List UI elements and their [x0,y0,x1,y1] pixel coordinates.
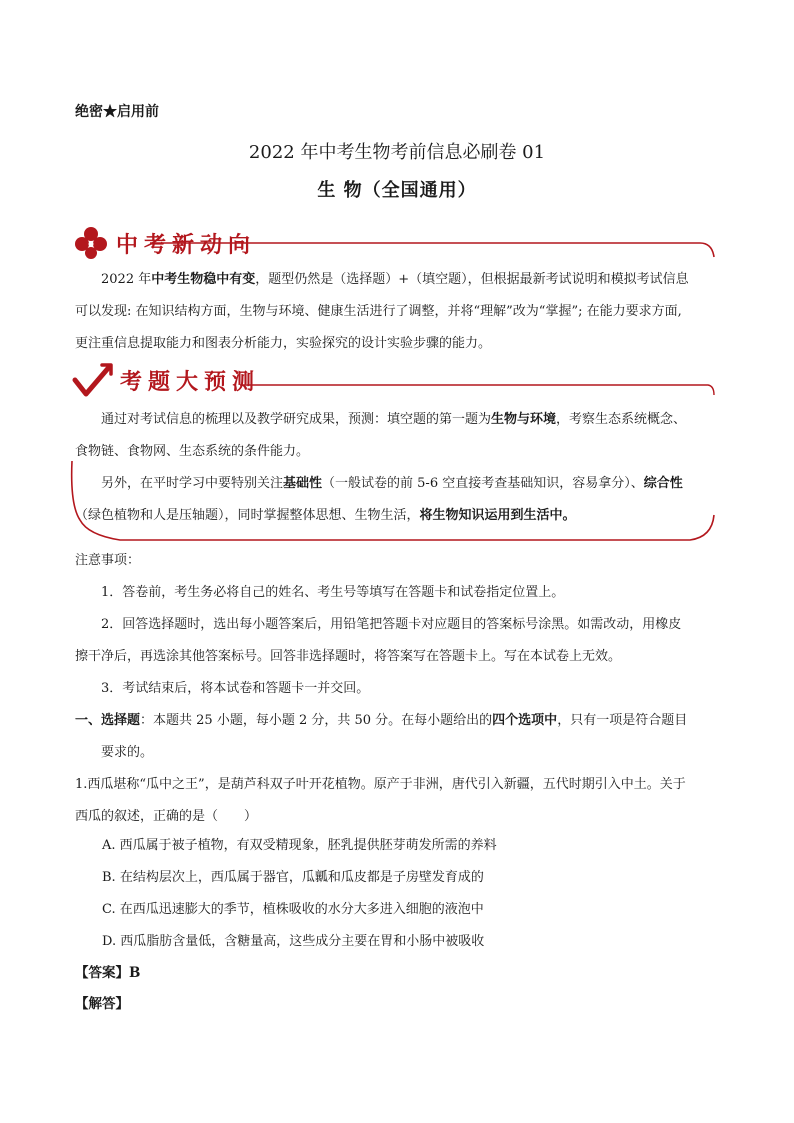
predict-paragraph [75,404,725,532]
answer-label: 【答案】 [75,965,129,981]
predict-text: 另外，在平时学习中要特别关注 [101,476,284,491]
option-a: A. 西瓜属于被子植物，有双受精现象，胚乳提供胚芽萌发所需的养料 [102,838,497,853]
predict-text: ，考察生态系统概念、 [556,412,687,427]
option-b: B. 在结构层次上，西瓜属于器官，瓜瓤和瓜皮都是子房壁发育成的 [102,870,484,885]
answer-line [75,961,140,981]
predict-text-bold: 生物与环境 [491,412,557,427]
analysis-label: 【解答】 [75,996,129,1012]
trend-text: 可以发现: 在知识结构方面，生物与环境、健康生活进行了调整，并将“理解”改为“掌握”; 在能力要求方面, [75,304,682,319]
paper-subtitle: 生 物（全国通用） [317,180,477,201]
option-c: C. 在西瓜迅速膨大的季节，植株吸收的水分大多进入细胞的液泡中 [102,902,484,917]
predict-text: （一般试卷的前 5-6 空直接考查基础知识，容易拿分）、 [322,476,644,491]
section-heading-trend: 中考新动向 [116,233,257,258]
note-item: 3．考试结束后，将本试卷和答题卡一并交回。 [101,681,370,696]
trend-text: 更注重信息提取能力和图表分析能力，实验探究的设计实验步骤的能力。 [75,336,492,351]
trend-text-bold: 中考生物稳中有变 [151,272,256,287]
predict-text: （绿色植物和人是压轴题），同时掌握整体思想、生物生活， [75,508,420,523]
part-one-text-bold: 四个选项中 [492,713,558,728]
paper-title: 2022 年中考生物考前信息必刷卷 01 [248,142,546,163]
trend-text: ，题型仍然是（选择题）+（填空题），但根据最新考试说明和模拟考试信息 [255,272,689,287]
predict-text: 食物链、食物网、生态系统的条件能力。 [75,444,310,459]
note-item: 擦干净后，再选涂其他答案标号。回答非选择题时，将答案写在答题卡上。写在本试卷上无效。 [75,649,622,664]
note-item: 2．回答选择题时，选出每小题答案后，用铅笔把答题卡对应题目的答案标号涂黑。如需改动，用橡皮 [101,617,682,632]
part-one-text: ：本题共 25 小题，每小题 2 分，共 50 分。在每小题给出的 [140,713,493,728]
clover-icon [74,226,108,260]
exam-notes [75,545,725,833]
answer-value: B [129,965,141,981]
part-one-label: 一、选择题 [75,713,141,728]
trend-text: 2022 年 [101,272,152,287]
note-item: 1．答卷前，考生务必将自己的姓名、考生号等填写在答题卡和试卷指定位置上。 [101,585,565,600]
predict-text-bold: 将生物知识运用到生活中。 [419,508,576,523]
part-one-text: ，只有一项是符合题目 [557,713,688,728]
predict-text: 通过对考试信息的梳理以及教学研究成果，预测：填空题的第一题为 [101,412,492,427]
confidential-label: 绝密★启用前 [75,104,159,120]
check-arrow-icon [72,362,114,398]
section-heading-predict: 考题大预测 [120,370,261,395]
part-one-text: 要求的。 [101,745,154,760]
predict-text-bold: 综合性 [643,476,683,491]
option-d: D. 西瓜脂肪含量低，含糖量高，这些成分主要在胃和小肠中被吸收 [102,934,485,949]
predict-text-bold: 基础性 [283,476,323,491]
trend-paragraph [75,264,725,360]
question-stem: 西瓜的叙述，正确的是（ ） [75,809,258,824]
part-one-heading [75,705,725,737]
notes-heading: 注意事项： [75,553,141,568]
question-stem: 1.西瓜堪称“瓜中之王”，是葫芦科双子叶开花植物。原产于非洲，唐代引入新疆，五代时期引入中土。关于 [75,777,686,792]
